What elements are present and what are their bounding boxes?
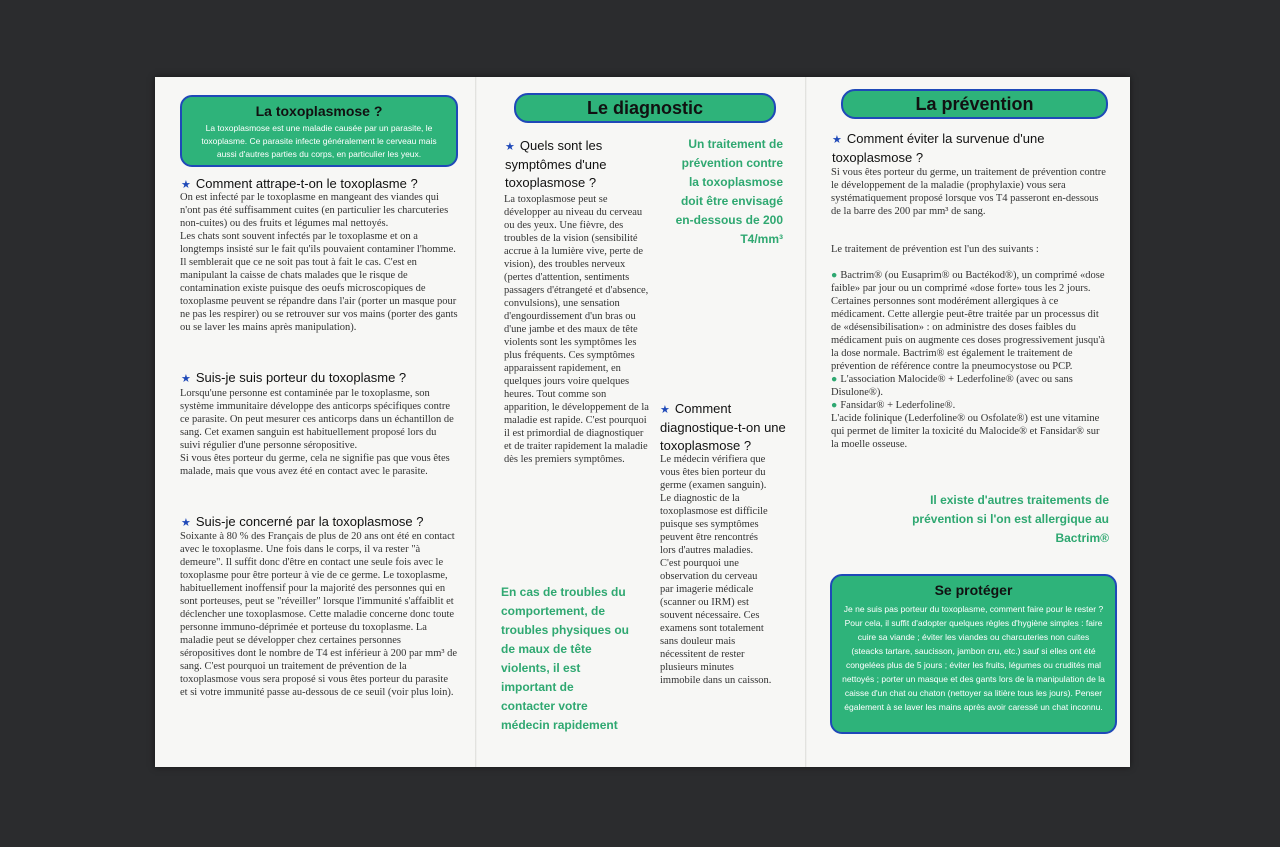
paragraph: Certaines personnes sont modérément allergiques à ce médicament. Cette allergie peut-être traitée par un processus dit de «désensibilisation» : on administre des doses faibles du médicament puis on augmente ces doses progressivement jusqu'à la dose normale. Bactrim® est également le traitement de prévention de référence contre la pneumocystose ou PCP.	[831, 296, 1105, 372]
panel-middle	[477, 77, 805, 767]
question-heading: ★ Quels sont les symptômes d'une toxoplasmose ?	[505, 138, 607, 190]
treatment-list	[831, 269, 1109, 451]
question-heading: ★ Comment attrape-t-on le toxoplasme ?	[181, 176, 418, 191]
allergy-callout: Il existe d'autres traitements de prévention si l'on est allergique au Bactrim®	[912, 493, 1109, 545]
paragraph: Le traitement de prévention est l'un des suivants :	[831, 244, 1039, 255]
star-icon: ★	[660, 404, 670, 416]
protection-box	[830, 574, 1117, 734]
question-heading: ★ Suis-je concerné par la toxoplasmose ?	[181, 514, 424, 529]
paragraph: On est infecté par le toxoplasme en mangeant des viandes qui n'ont pas été suffisamment cuites (en particulier les charcuteries non-cuites) ou des fruits et légumes mal nettoyés. Les chats sont souvent infectés par le toxoplasme et on a longtemps insisté sur le fait qu'ils pouvaient contaminer l'homme. Il semblerait que ce ne soit pas tout à fait le cas. C'est en manipulant la caisse de chats malades que le risque de contamination existe puisque des oeufs microscopiques de toxoplasme peuvent se répandre dans l'air (porter un masque pour ne pas les respirer) ou se retrouver sur vos mains (porter des gants ou se laver les mains après manipulation).	[180, 192, 458, 333]
warning-callout: En cas de troubles du comportement, de troubles physiques ou de maux de tête violents, il est important de contacter votre médecin rapidement	[501, 585, 630, 732]
list-item: ● L'association Malocide® + Lederfoline® (avec ou sans Disulone®).	[831, 374, 1073, 398]
panel-right	[807, 77, 1130, 767]
paragraph: La toxoplasmose peut se développer au niveau du cerveau ou des yeux. Une fièvre, des troubles de la vision (sensibilité accrue à la lumière vive, perte de vision), des troubles nerveux (pertes d'attention, sentiments passagers d'étrangeté et d'absence, convulsions), une sensation d'engourdissement d'un bras ou d'une jambe et des maux de tête violents sont les symptômes les plus fréquents. Ces symptômes apparaissent rapidement, en quelques jours voire quelques heures. Tout comme son apparition, le développement de la maladie est rapide. C'est pourquoi il est primordial de diagnostiquer et de traiter rapidement la maladie dès les premiers symptômes.	[504, 194, 649, 465]
paragraph: Soixante à 80 % des Français de plus de 20 ans ont été en contact avec le toxoplasme. Une fois dans le corps, il va rester "à demeure". Il suffit donc d'être en contact une seule fois avec le toxoplasme pour être porteur à vie de ce germe. Le toxoplasme, habituellement inoffensif pour la majorité des personnes qui en sont porteuses, peut se "réveiller" lorsque l'immunité s'affaiblit et déclencher une toxoplasmose. Cette maladie concerne donc toute personne immuno-déprimée et porteuse du toxoplasme. La maladie peut se développer chez certaines personnes séropositives dont le nombre de T4 est inférieur à 200 par mm³ de sang. C'est pourquoi un traitement de prévention de la toxoplasmose vous sera proposé si vous êtes porteur du parasite et si votre immunité passe au-dessous de ce seuil (voir plus loin).	[180, 531, 458, 698]
paragraph: Lorsqu'une personne est contaminée par le toxoplasme, son système immunitaire développe des anticorps spécifiques contre ce parasite. On peut mesurer ces anticorps dans un échantillon de sang. Cet examen sanguin est habituellement proposé lors du suivi régulier d'une personne séropositive. Si vous êtes porteur du germe, cela ne signifie pas que vous êtes malade, mais que vous avez été en contact avec le parasite.	[180, 388, 454, 477]
bullet-icon: ●	[831, 374, 838, 385]
paragraph: Si vous êtes porteur du germe, un traitement de prévention contre le développement de la maladie (prophylaxie) vous sera systématiquement proposé lorsque vos T4 passeront en-dessous de la barre des 200 par mm³ de sang.	[831, 167, 1106, 217]
prevention-title: La prévention	[841, 89, 1108, 119]
question-heading: ★ Comment diagnostique-t-on une toxoplasmose ?	[660, 401, 786, 453]
star-icon: ★	[181, 373, 191, 385]
question-heading: ★ Suis-je suis porteur du toxoplasme ?	[181, 370, 407, 385]
star-icon: ★	[181, 517, 191, 529]
protection-box-title: Se protéger	[934, 582, 1013, 598]
bullet-icon: ●	[831, 270, 838, 281]
intro-box-title: La toxoplasmose ?	[255, 103, 383, 119]
diagnostic-title: Le diagnostic	[514, 93, 776, 123]
intro-box-text: La toxoplasmose est une maladie causée par un parasite, le toxoplasme. Ce parasite infecte généralement le cerveau mais aussi d'autres parties du corps, en particulier les yeux.	[201, 123, 437, 159]
protection-box-text: Je ne suis pas porteur du toxoplasme, comment faire pour le rester ? Pour cela, il suffit d'adopter quelques règles d'hygiène simples : faire cuire sa viande ; éviter les viandes ou charcuteries non cuites (steacks tartare, saucisson, jambon cru, etc.) sauf si elles ont été congelées plus de 5 jours ; éviter les fruits, légumes ou crudités mal nettoyés ; porter un masque et des gants lors de la manipulation de la caisse d'un chat ou chaton (nettoyer sa litière tous les jours). Penser également à se laver les mains après avoir caressé un chat inconnu.	[842, 604, 1105, 712]
bullet-icon: ●	[831, 400, 838, 411]
star-icon: ★	[832, 134, 842, 146]
list-item: ● Bactrim® (ou Eusaprim® ou Bactékod®), un comprimé «dose faible» par jour ou un comprimé «dose forte» tous les 2 jours.	[831, 270, 1105, 294]
list-item: ● Fansidar® + Lederfoline®.	[831, 400, 956, 411]
question-heading: ★ Comment éviter la survenue d'une toxoplasmose ?	[832, 131, 1045, 165]
panel-left	[155, 77, 475, 767]
paragraph: L'acide folinique (Lederfoline® ou Osfolate®) est une vitamine qui permet de limiter la toxicité du Malocide® et Fansidar® sur la moelle osseuse.	[831, 413, 1100, 450]
brochure-sheet	[155, 77, 1130, 767]
prevention-callout: Un traitement de prévention contre la toxoplasmose doit être envisagé en-dessous de 200 T4/mm³	[675, 137, 783, 246]
star-icon: ★	[505, 141, 515, 153]
paragraph: Le médecin vérifiera que vous êtes bien porteur du germe (examen sanguin). Le diagnostic de la toxoplasmose est difficile puisque ses symptômes peuvent être rencontrés lors d'autres maladies. C'est pourquoi une observation du cerveau par imagerie médicale (scanner ou IRM) est souvent nécessaire. Ces examens sont totalement sans douleur mais nécessitent de rester plusieurs minutes immobile dans un caisson.	[660, 454, 772, 686]
star-icon: ★	[181, 179, 191, 191]
intro-box	[180, 95, 458, 167]
